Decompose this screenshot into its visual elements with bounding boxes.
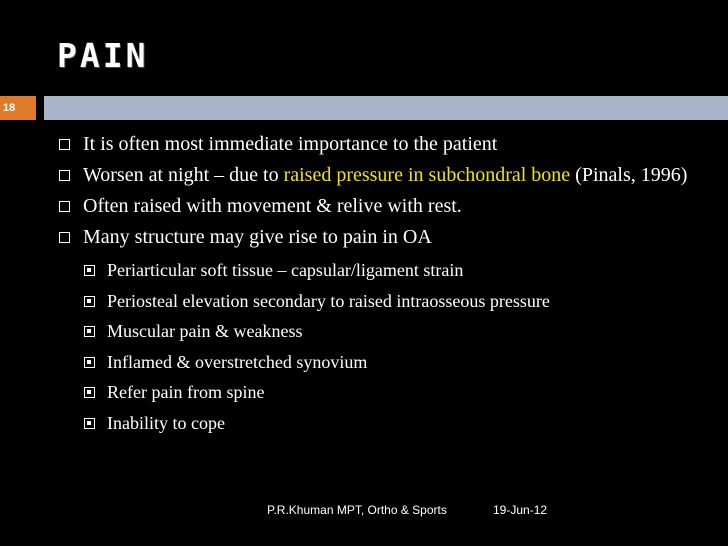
sub-bullet-item (83, 316, 719, 347)
footer-author: P.R.Khuman MPT, Ortho & Sports (267, 503, 447, 517)
title-divider-bar (44, 96, 728, 120)
sub-bullet-text: Refer pain from spine (107, 382, 265, 403)
bullet-list (59, 129, 719, 439)
bullet-item (59, 191, 719, 222)
hollow-square-bullet-icon (59, 139, 70, 150)
bullet-text: Many structure may give rise to pain in OA (83, 226, 432, 248)
filled-square-bullet-icon (84, 357, 95, 368)
bullet-text: Worsen at night – due to (83, 164, 284, 186)
hollow-square-bullet-icon (59, 170, 70, 181)
filled-square-bullet-icon (84, 418, 95, 429)
bullet-text: Often raised with movement & relive with rest. (83, 195, 462, 217)
sub-bullet-item (83, 408, 719, 439)
sub-bullet-text: Inflamed & overstretched synovium (107, 351, 368, 372)
sub-bullet-item (83, 286, 719, 317)
slide-number: 18 (0, 96, 36, 120)
sub-bullet-text: Inability to cope (107, 412, 225, 433)
bullet-text: It is often most immediate importance to the patient (83, 133, 498, 155)
filled-square-bullet-icon (84, 265, 95, 276)
bullet-item (59, 129, 719, 160)
bullet-item (59, 222, 719, 439)
bullet-item (59, 160, 719, 191)
filled-square-bullet-icon (84, 326, 95, 337)
filled-square-bullet-icon (84, 296, 95, 307)
highlighted-text: raised pressure in subchondral bone (283, 164, 571, 186)
sub-bullet-text: Periarticular soft tissue – capsular/ligament strain (107, 260, 464, 280)
sub-bullet-list (83, 255, 719, 439)
sub-bullet-text: Muscular pain & weakness (107, 321, 303, 342)
hollow-square-bullet-icon (59, 201, 70, 212)
slide-title: PAIN (57, 36, 149, 75)
sub-bullet-item (83, 377, 719, 408)
sub-bullet-item (83, 347, 719, 378)
hollow-square-bullet-icon (59, 232, 70, 243)
sub-bullet-text: Periosteal elevation secondary to raised intraosseous pressure (107, 290, 550, 311)
citation-text: (Pinals, 1996) (570, 164, 688, 186)
sub-bullet-item (83, 255, 719, 286)
filled-square-bullet-icon (84, 387, 95, 398)
footer-date: 19-Jun-12 (493, 503, 548, 517)
